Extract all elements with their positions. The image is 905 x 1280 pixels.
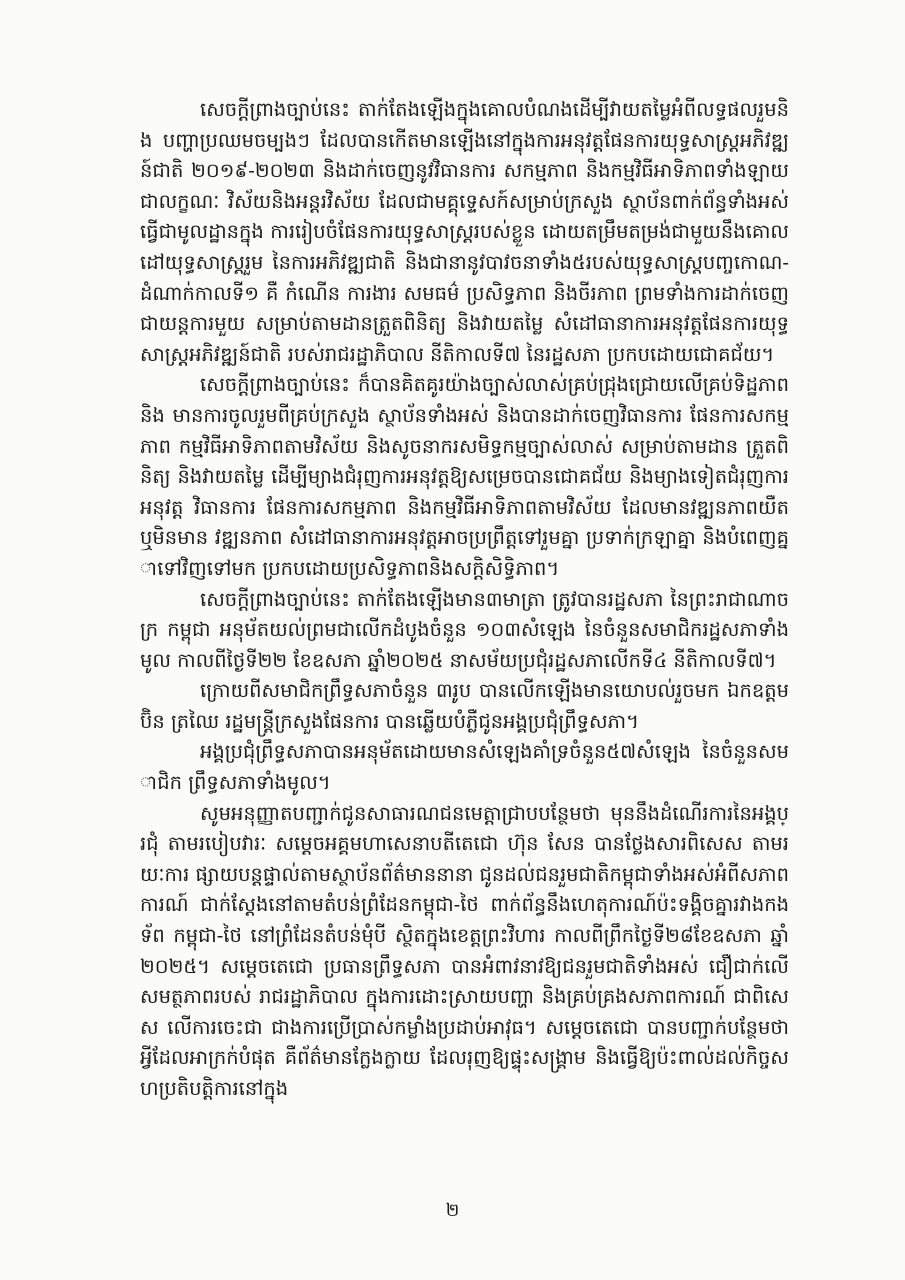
paragraph-1: សេចក្តីព្រាងច្បាប់នេះ តាក់តែងឡើងក្នុងគោលបំណងដើម្បីវាយតម្លៃអំពីលទ្ធផលរួមនិង បញ្ហាប្រឈមចម្បងៗ ដែលបានកើតមានឡើងនៅក្នុងការអនុវត្តផែនការយុទ្ធសាស្ត្រអភិវឌ្ឍន៍ជាតិ ២០១៩-២០២៣ និងដាក់ចេញនូវវិធានការ សកម្មភាព និងកម្មវិធីអាទិភាពទាំងឡាយជាលក្ខណៈ វិស័យនិងអន្តរវិស័យ ដែលជាមគ្គុទ្ទេសក៍សម្រាប់ក្រសួង ស្ថាប័នពាក់ព័ន្ធទាំងអស់ ធ្វើជាមូលដ្ឋានក្នុង ការរៀបចំផែនការយុទ្ធសាស្ត្ររបស់ខ្លួន ដោយតម្រឹមតម្រង់ជាមួយនឹងគោលដៅយុទ្ធសាស្ត្ររួម នៃការអភិវឌ្ឍជាតិ និងជានានូវបាវចនាទាំង៥របស់យុទ្ធសាស្ត្របញ្ចកោណ-ដំណាក់កាលទី១ គឺ កំណើន ការងារ សមធម៌ ប្រសិទ្ធភាព និងចីរភាព ព្រមទាំងការដាក់ចេញជាយន្តការមួយ សម្រាប់តាមដានត្រួតពិនិត្យ និងវាយតម្លៃ សំដៅធានាការអនុវត្តផែនការយុទ្ធសាស្ត្រអភិវឌ្ឍន៍ជាតិ របស់រាជរដ្ឋាភិបាល នីតិកាលទី៧ នៃរដ្ឋសភា ប្រកបដោយជោគជ័យ។: [140, 98, 789, 366]
paragraph-5: អង្គប្រជុំព្រឹទ្ធសភាបានអនុម័តដោយមានសំឡេងគាំទ្រចំនួន៥៧សំឡេង នៃចំនួនសមាជិក ព្រឹទ្ធសភាទាំងមូល។: [140, 740, 789, 795]
paragraph-3: សេចក្តីព្រាងច្បាប់នេះ តាក់តែងឡើងមាន៣មាត្រា ត្រូវបានរដ្ឋសភា នៃព្រះរាជាណាចក្រ កម្ពុជា អនុម័តយល់ព្រមជាលើកដំបូងចំនួន ១០៣សំឡេង នៃចំនួនសមាជិករដ្ឋសភាទាំងមូល កាលពីថ្ងៃទី២២ ខែឧសភា ឆ្នាំ២០២៥ នាសម័យប្រជុំរដ្ឋសភាលើកទី៤ នីតិកាលទី៧។: [140, 587, 789, 672]
paragraph-2: សេចក្តីព្រាងច្បាប់នេះ ក៏បានគិតគូរយ៉ាងច្បាស់លាស់គ្រប់ជ្រុងជ្រោយលើគ្រប់ទិដ្ឋភាព និង មានការចូលរួមពីគ្រប់ក្រសួង ស្ថាប័នទាំងអស់ និងបានដាក់ចេញវិធានការ ផែនការសកម្មភាព កម្មវិធីអាទិភាពតាមវិស័យ និងសូចនាករសមិទ្ធកម្មច្បាស់លាស់ សម្រាប់តាមដាន ត្រួតពិនិត្យ និងវាយតម្លៃ ដើម្បីម្យាងជំរុញការអនុវត្តឱ្យសម្រេចបានជោគជ័យ និងម្យាងទៀតជំរុញការអនុវត្ត វិធានការ ផែនការសកម្មភាព និងកម្មវិធីអាទិភាពតាមវិស័យ ដែលមានវឌ្ឍនភាពយឺត ឬមិនមាន វឌ្ឍនភាព សំដៅធានាការអនុវត្តអាចប្រព្រឹត្តទៅរួមគ្នា ប្រទាក់ក្រឡាគ្នា និងបំពេញគ្នាទៅវិញទៅមក ប្រកបដោយប្រសិទ្ធភាពនិងសក្តិសិទ្ធិភាព។: [140, 373, 789, 580]
page-number: ២: [445, 1200, 460, 1221]
paragraph-6: សូមអនុញ្ញាតបញ្ជាក់ជូនសាធារណជនមេត្តាជ្រាបបន្ថែមថា មុននឹងដំណើរការនៃអង្គប្រជុំ តាមរបៀបវារៈ សម្តេចអគ្គមហាសេនាបតីតេជោ ហ៊ុន សែន បានថ្លែងសារពិសេស តាមរយៈការ ផ្សាយបន្តផ្ទាល់តាមស្ថាប័នព័ត៌មាននានា ជូនដល់ជនរួមជាតិកម្ពុជាទាំងអស់អំពីសភាពការណ៍ ជាក់ស្តែងនៅតាមតំបន់ព្រំដែនកម្ពុជា-ថៃ ពាក់ព័ន្ធនឹងហេតុការណ៍ប៉ះទង្គិចគ្នារវាងកងទ័ព កម្ពុជា-ថៃ នៅព្រំដែនតំបន់មុំបី ស្ថិតក្នុងខេត្តព្រះវិហារ កាលពីព្រឹកថ្ងៃទី២៨ខែឧសភា ឆ្នាំ២០២៥។ សម្តេចតេជោ ប្រធានព្រឹទ្ធសភា បានអំពាវនាវឱ្យជនរួមជាតិទាំងអស់ ជឿជាក់លើសមត្ថភាពរបស់ រាជរដ្ឋាភិបាល ក្នុងការដោះស្រាយបញ្ហា និងគ្រប់គ្រងសភាពការណ៍ ជាពិសេស លើការចេះជា ជាងការប្រើប្រាស់កម្លាំងប្រដាប់អាវុធ។ សម្តេចតេជោ បានបញ្ជាក់បន្ថែមថា អ្វីដែលអាក្រក់បំផុត គឺព័ត៌មានក្លែងក្លាយ ដែលរុញឱ្យផ្ទុះសង្គ្រាម និងធ្វើឱ្យប៉ះពាល់ដល់កិច្ចសហប្រតិបត្តិការនៅក្នុង: [140, 801, 789, 1100]
paragraph-4: ក្រោយពីសមាជិកព្រឹទ្ធសភាចំនួន ៣រូប បានលើកឡើងមានយោបល់រួចមក ឯកឧត្តម ប៊ិន ត្រឈៃ រដ្ឋមន្ត្រីក្រសួងផែនការ បានឆ្លើយបំភ្លឺជូនអង្គប្រជុំព្រឹទ្ធសភា។: [140, 679, 789, 733]
